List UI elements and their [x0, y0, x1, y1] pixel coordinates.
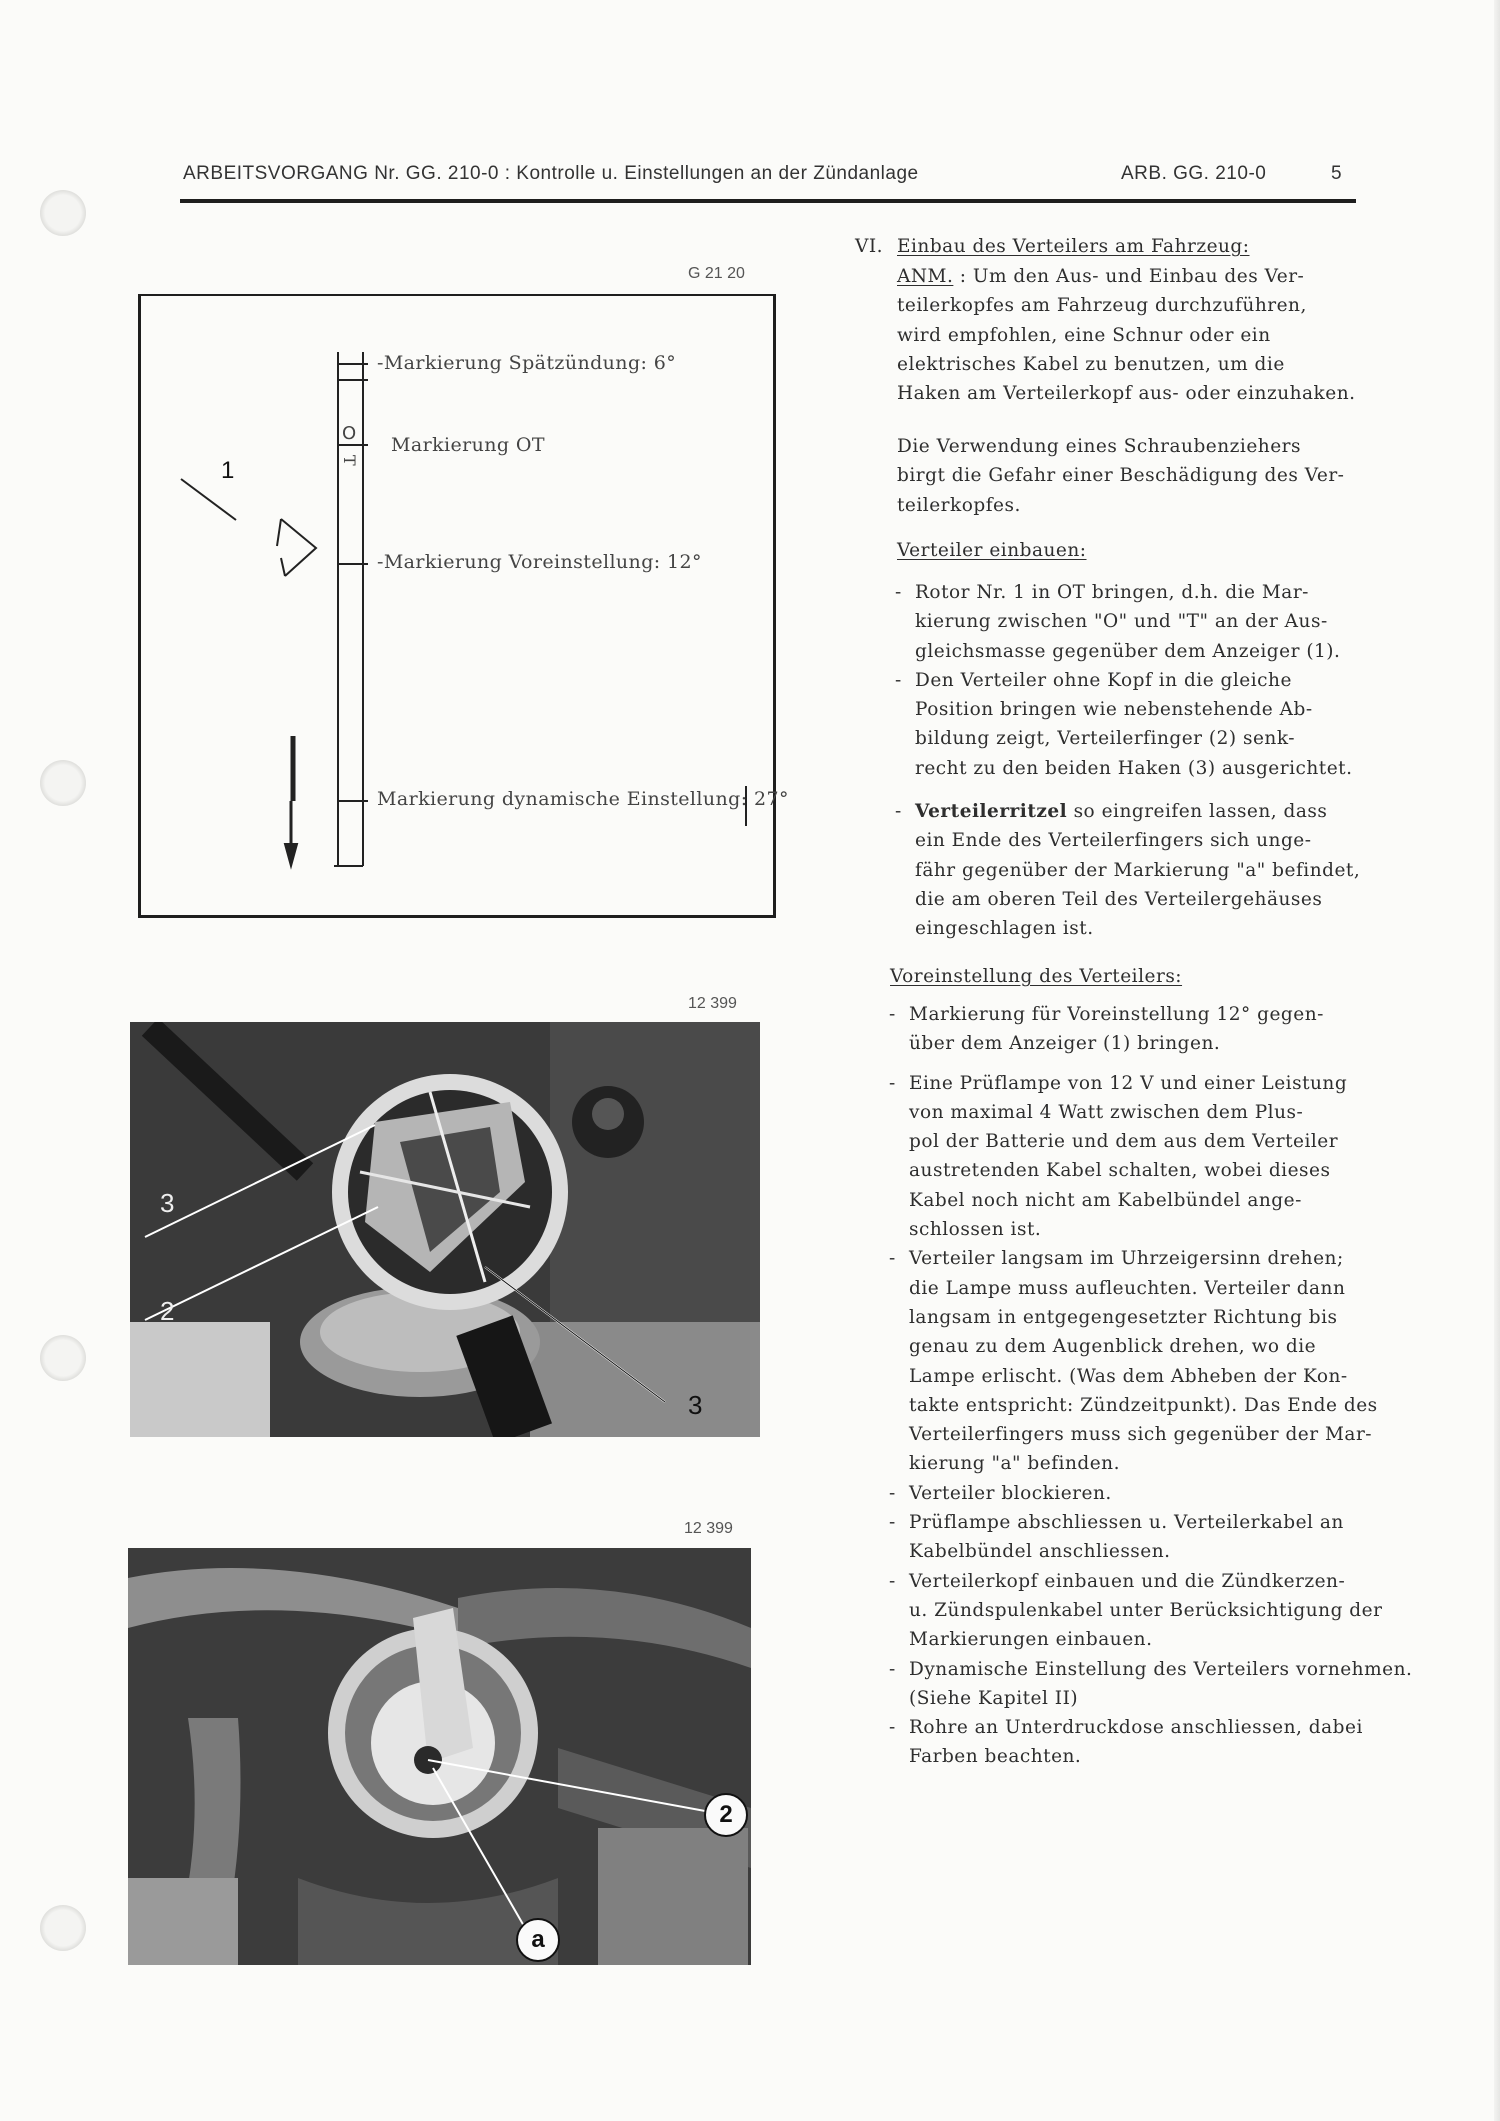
list-line: gleichsmasse gegenüber dem Anzeiger (1). — [915, 640, 1341, 662]
list-item: - Prüflampe abschliessen u. Verteilerkabel an Kabelbündel anschliessen. — [889, 1508, 1429, 1567]
list-line: über dem Anzeiger (1) bringen. — [909, 1033, 1221, 1055]
list-line: Verteiler blockieren. — [909, 1482, 1112, 1504]
callout-2-circle: 2 — [704, 1793, 748, 1837]
list-item: - Eine Prüflampe von 12 V und einer Leistung von maximal 4 Watt zwischen dem Plus- pol der Batterie und dem aus dem Verteiler austretenden Kabel schalten, wobei dieses Kabel noch nicht am Kabelbündel ange- schlossen ist. — [889, 1069, 1429, 1245]
scale-mark-o: O — [342, 423, 357, 444]
list-line: genau zu dem Augenblick drehen, wo die — [909, 1336, 1317, 1358]
arrow-head — [285, 844, 297, 866]
list-line: recht zu den beiden Haken (3) ausgerichtet. — [915, 757, 1353, 779]
note-label: ANM. — [897, 266, 954, 287]
list-item: - Verteiler blockieren. — [889, 1479, 1429, 1508]
list-line: Kabelbündel anschliessen. — [909, 1541, 1171, 1563]
header-title: ARBEITSVORGANG Nr. GG. 210-0 : Kontrolle u. Einstellungen an der Zündanlage — [183, 163, 919, 184]
photo1-drawing — [130, 1022, 760, 1437]
label-spaetzuendung: -Markierung Spätzündung: 6° — [377, 352, 677, 374]
section-title: Einbau des Verteilers am Fahrzeug: — [897, 236, 1250, 257]
list-line: austretenden Kabel schalten, wobei dieses — [909, 1160, 1331, 1182]
warning-line: birgt die Gefahr einer Beschädigung des Ver- — [897, 465, 1345, 487]
photo2-ref: 12 399 — [684, 1520, 733, 1537]
list-item: - Markierung für Voreinstellung 12° gegen- über dem Anzeiger (1) bringen. — [889, 1000, 1429, 1059]
list-item: - Dynamische Einstellung des Verteilers vornehmen. (Siehe Kapitel II) — [889, 1655, 1429, 1714]
section-number: VI. — [855, 236, 884, 257]
note-line: Haken am Verteilerkopf aus- oder einzuhaken. — [897, 383, 1356, 405]
callout-3-lower: 3 — [688, 1390, 703, 1420]
note-line: teilerkopfes am Fahrzeug durchzuführen, — [897, 295, 1307, 317]
list-line: Verteilerkopf einbauen und die Zündkerzen- — [909, 1570, 1346, 1592]
list-line: fähr gegenüber der Markierung "a" befindet, — [915, 859, 1361, 881]
distributor-photo-1 — [130, 1022, 760, 1437]
list-line: Rotor Nr. 1 in OT bringen, d.h. die Mar- — [915, 582, 1309, 603]
label-ot: Markierung OT — [391, 434, 545, 456]
punch-hole — [40, 760, 86, 806]
subheading-einbauen — [897, 536, 1417, 565]
list-line: Rohre an Unterdruckdose anschliessen, dabei — [909, 1717, 1363, 1739]
list-line: Verteilerfingers muss sich gegenüber der Mar- — [909, 1424, 1373, 1446]
timing-mark-diagram — [138, 294, 789, 918]
list-line: Markierungen einbauen. — [909, 1629, 1153, 1651]
list-line: Den Verteiler ohne Kopf in die gleiche — [915, 669, 1292, 691]
list-line: Prüflampe abschliessen u. Verteilerkabel an — [909, 1512, 1344, 1534]
list-line: (Siehe Kapitel II) — [909, 1687, 1079, 1709]
list-line: u. Zündspulenkabel unter Berücksichtigung der — [909, 1599, 1383, 1621]
section-heading — [855, 232, 1415, 261]
timing-scale-drawing — [141, 296, 779, 920]
list-line: kierung zwischen "O" und "T" an der Aus- — [915, 611, 1328, 633]
list-item: - Den Verteiler ohne Kopf in die gleiche Position bringen wie nebenstehende Ab- bildung zeigt, Verteilerfinger (2) senk- recht zu den beiden Haken (3) ausgerichtet. — [895, 666, 1425, 783]
page-header — [183, 163, 1355, 191]
punch-hole — [40, 190, 86, 236]
warning-block — [897, 432, 1417, 520]
list-line: Eine Prüflampe von 12 V und einer Leistung — [909, 1072, 1348, 1094]
subheading-einbauen-text: Verteiler einbauen: — [897, 540, 1087, 561]
callout-3-upper: 3 — [160, 1188, 175, 1218]
subheading-voreinstellung-text: Voreinstellung des Verteilers: — [890, 966, 1183, 987]
list-line: langsam in entgegengesetzter Richtung bis — [909, 1306, 1338, 1328]
list-line: takte entspricht: Zündzeitpunkt). Das Ende des — [909, 1394, 1378, 1416]
note-line: wird empfohlen, eine Schnur oder ein — [897, 324, 1271, 346]
list-item: - Verteiler langsam im Uhrzeigersinn drehen; die Lampe muss aufleuchten. Verteiler dann langsam in entgegengesetzter Richtung bis genau zu dem Augenblick drehen, wo die Lampe erlischt. (Was dem Abheben der Kon- takte entspricht: Zündzeitpunkt). Das Ende des Verteilerfingers muss sich gegenüber der Mar- kierung "a" befinden. — [889, 1244, 1429, 1478]
list-line: Dynamische Einstellung des Verteilers vornehmen. — [909, 1658, 1413, 1680]
list-item: - Verteilerritzel so eingreifen lassen, dass ein Ende des Verteilerfingers sich unge- fähr gegenüber der Markierung "a" befindet, die am oberen Teil des Verteilergehäuses eingeschlagen ist. — [895, 797, 1425, 943]
punch-hole — [40, 1335, 86, 1381]
photo1-ref: 12 399 — [688, 995, 737, 1012]
list-line: von maximal 4 Watt zwischen dem Plus- — [909, 1101, 1304, 1123]
label-dynamische-einstellung: Markierung dynamische Einstellung: 27° — [377, 788, 789, 810]
list-line: ein Ende des Verteilerfingers sich unge- — [915, 830, 1312, 852]
list-line: Farben beachten. — [909, 1746, 1082, 1768]
callout-a-circle: a — [516, 1918, 560, 1962]
install-steps — [895, 578, 1425, 944]
punch-hole — [40, 1905, 86, 1951]
list-line: Lampe erlischt. (Was dem Abheben der Kon- — [909, 1365, 1348, 1387]
list-line: bildung zeigt, Verteilerfinger (2) senk- — [915, 728, 1295, 750]
list-line: eingeschlagen ist. — [915, 918, 1094, 940]
list-line: pol der Batterie und dem aus dem Verteiler — [909, 1131, 1339, 1153]
list-line: die am oberen Teil des Verteilergehäuses — [915, 888, 1323, 910]
callout-1: 1 — [221, 457, 235, 484]
bold-term: Verteilerritzel — [915, 801, 1068, 823]
list-line: die Lampe muss aufleuchten. Verteiler dann — [909, 1277, 1346, 1299]
list-line: Markierung für Voreinstellung 12° gegen- — [909, 1004, 1324, 1025]
note-line: : Um den Aus- und Einbau des Ver- — [953, 266, 1305, 287]
list-item: - Verteilerkopf einbauen und die Zündkerzen- u. Zündspulenkabel unter Berücksichtigung der Markierungen einbauen. — [889, 1567, 1429, 1655]
list-line: schlossen ist. — [909, 1219, 1042, 1241]
preset-steps — [889, 1000, 1429, 1772]
callout-2: 2 — [160, 1296, 175, 1326]
note-block — [897, 262, 1417, 408]
list-line: Position bringen wie nebenstehende Ab- — [915, 699, 1313, 721]
list-line: so eingreifen lassen, dass — [1067, 801, 1328, 823]
note-line: elektrisches Kabel zu benutzen, um die — [897, 353, 1285, 375]
distributor-photo-2 — [128, 1548, 751, 1965]
list-item: - Rohre an Unterdruckdose anschliessen, dabei Farben beachten. — [889, 1713, 1429, 1772]
list-line: Verteiler langsam im Uhrzeigersinn drehen; — [909, 1248, 1344, 1270]
page-edge — [1494, 0, 1500, 2121]
list-line: kierung "a" befinden. — [909, 1453, 1120, 1475]
warning-line: Die Verwendung eines Schraubenziehers — [897, 436, 1301, 457]
header-rule — [180, 199, 1356, 203]
warning-line: teilerkopfes. — [897, 494, 1021, 516]
scale-mark-t: T — [340, 454, 360, 467]
header-code: ARB. GG. 210-0 — [1121, 163, 1267, 184]
subheading-voreinstellung — [890, 962, 1410, 991]
label-voreinstellung: -Markierung Voreinstellung: 12° — [377, 551, 702, 573]
list-line: Kabel noch nicht am Kabelbündel ange- — [909, 1189, 1302, 1211]
page-number: 5 — [1331, 163, 1343, 184]
diagram-ref: G 21 20 — [688, 265, 745, 282]
photo2-drawing — [128, 1548, 751, 1965]
list-item: - Rotor Nr. 1 in OT bringen, d.h. die Mar- kierung zwischen "O" und "T" an der Aus- gleichsmasse gegenüber dem Anzeiger (1). — [895, 578, 1425, 666]
